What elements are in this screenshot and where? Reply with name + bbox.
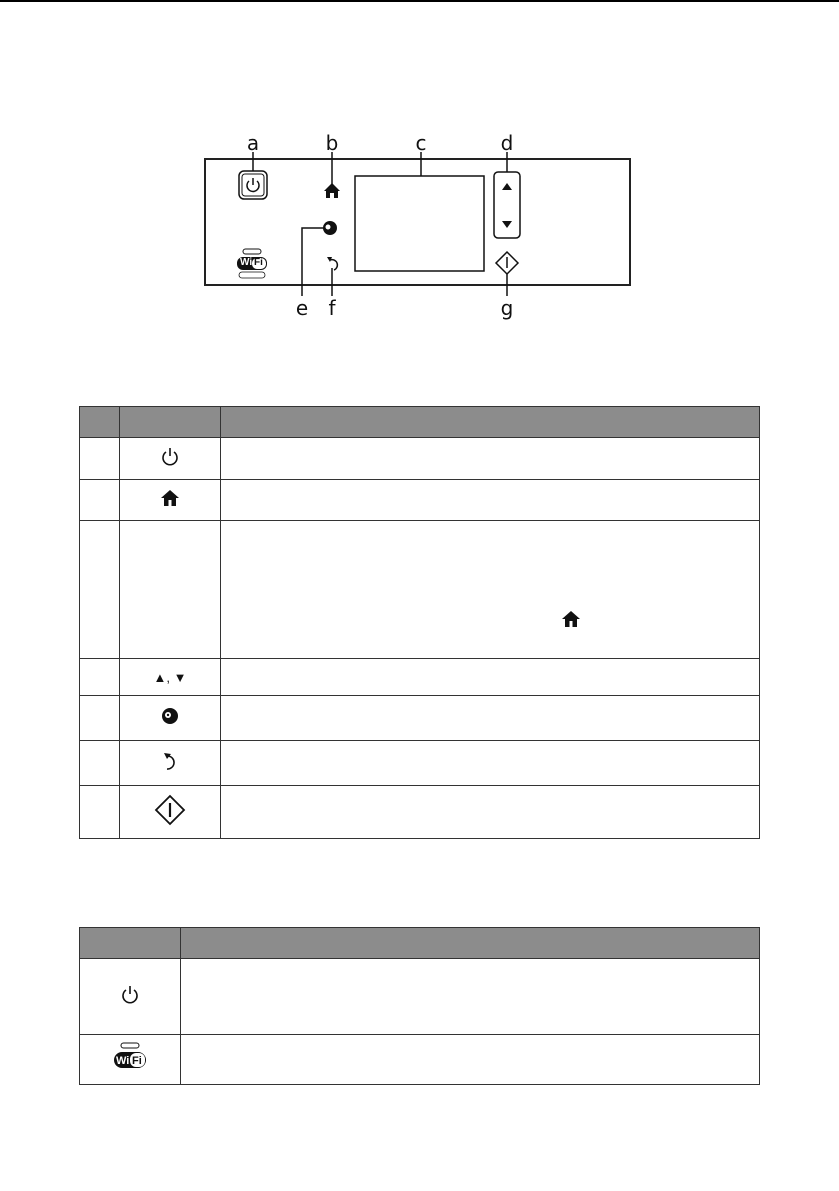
up-down-buttons (494, 172, 520, 238)
table-row (80, 438, 760, 480)
table-row (80, 696, 760, 741)
header-cell (80, 928, 181, 959)
table-row (80, 741, 760, 786)
label-d: d (500, 131, 514, 155)
row-text (181, 1035, 760, 1085)
power-icon (160, 446, 180, 466)
wifi-badge-wi: Wi (240, 257, 253, 268)
label-f: f (328, 296, 336, 320)
back-icon (330, 260, 337, 270)
row-text (221, 786, 760, 839)
lcd-screen (355, 176, 484, 271)
leader-e (302, 228, 325, 296)
table-row (80, 521, 760, 659)
table-row (80, 480, 760, 521)
label-c: c (415, 131, 427, 155)
header-cell (221, 407, 760, 438)
wifi-text-fi: Fi (132, 1055, 142, 1067)
row-text (221, 659, 760, 696)
wifi-setup-icon (161, 707, 179, 725)
header-cell (80, 407, 120, 438)
wifi-badge-fi: Fi (254, 257, 263, 268)
row-text (221, 741, 760, 786)
table-row (80, 1035, 760, 1085)
label-e: e (295, 296, 309, 320)
back-icon (161, 750, 179, 772)
home-icon (160, 489, 180, 507)
header-cell (120, 407, 221, 438)
header-cell (181, 928, 760, 959)
wifi-light-icon (110, 1042, 150, 1072)
row-text (221, 480, 760, 521)
table-row (80, 959, 760, 1035)
buttons-table (79, 406, 760, 839)
label-a: a (246, 131, 260, 155)
table-row (80, 786, 760, 839)
table-row (80, 659, 760, 696)
wifi-text-wi: Wi (116, 1055, 130, 1067)
panel-drawing (0, 0, 839, 330)
lights-table (79, 927, 760, 1085)
wifi-light (243, 249, 261, 254)
row-text-cell (221, 521, 760, 659)
table-header (80, 407, 760, 438)
row-text (221, 438, 760, 480)
row-text (221, 696, 760, 741)
label-b: b (325, 131, 339, 155)
power-light-icon (120, 984, 140, 1004)
home-icon (561, 610, 581, 628)
row-text (181, 959, 760, 1035)
up-down-arrows-icon: ▲, ▼ (120, 659, 221, 696)
table-header (80, 928, 760, 959)
start-icon (154, 794, 186, 826)
label-g: g (500, 296, 514, 320)
